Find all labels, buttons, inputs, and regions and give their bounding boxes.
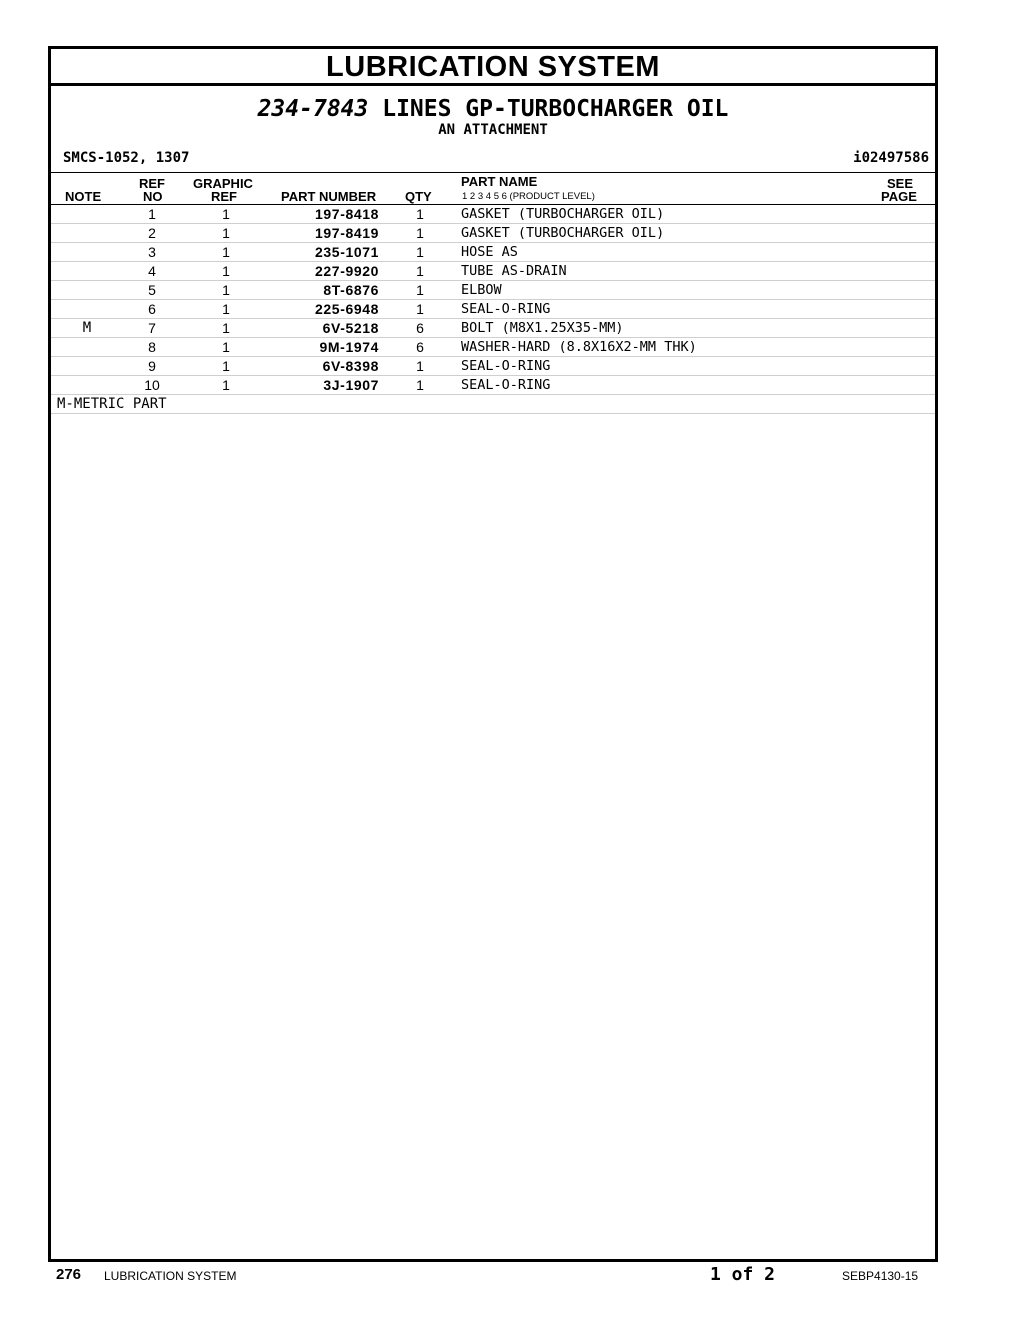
row-part-name: ELBOW (461, 282, 502, 298)
row-part-number: 197-8419 (315, 225, 379, 241)
row-ref-no: 4 (148, 263, 156, 279)
col-see-header-top: SEE (887, 176, 914, 191)
row-graphic-ref: 1 (222, 358, 230, 374)
row-graphic-ref: 1 (222, 320, 230, 336)
row-part-name: SEAL-O-RING (461, 358, 551, 374)
row-ref-no: 5 (148, 282, 156, 298)
row-part-name: HOSE AS (461, 244, 518, 260)
row-ref-no: 3 (148, 244, 156, 260)
col-ref-header-bottom: NO (143, 189, 163, 204)
table-row (51, 338, 935, 357)
row-ref-no: 9 (148, 358, 156, 374)
row-graphic-ref: 1 (222, 244, 230, 260)
row-part-name: SEAL-O-RING (461, 301, 551, 317)
table-row (51, 357, 935, 376)
col-part-name-header: PART NAME (461, 174, 538, 189)
col-qty-header: QTY (405, 189, 432, 204)
group-heading (51, 96, 935, 122)
row-part-number: 235-1071 (315, 244, 379, 260)
col-graphic-header-bottom: REF (211, 189, 237, 204)
row-qty: 1 (416, 206, 424, 222)
row-part-number: 9M-1974 (319, 339, 379, 355)
parts-table-body (51, 205, 935, 414)
group-number: 234-7843 (257, 96, 369, 122)
row-part-name: BOLT (M8X1.25X35-MM) (461, 320, 624, 336)
row-part-number: 227-9920 (315, 263, 379, 279)
row-qty: 6 (416, 320, 424, 336)
row-part-number: 6V-5218 (322, 320, 379, 336)
sheet-indicator: 1 of 2 (710, 1264, 776, 1285)
table-row (51, 224, 935, 243)
col-part-number-header: PART NUMBER (281, 189, 377, 204)
row-graphic-ref: 1 (222, 282, 230, 298)
row-ref-no: 6 (148, 301, 156, 317)
col-ref-header-top: REF (139, 176, 165, 191)
table-row (51, 205, 935, 224)
section-title: LUBRICATION SYSTEM (51, 49, 935, 86)
row-part-number: 3J-1907 (323, 377, 379, 393)
row-qty: 1 (416, 301, 424, 317)
row-part-name: WASHER-HARD (8.8X16X2-MM THK) (461, 339, 697, 355)
group-subtitle: AN ATTACHMENT (438, 122, 548, 138)
document-id: SEBP4130-15 (842, 1269, 919, 1283)
row-qty: 1 (416, 377, 424, 393)
row-qty: 1 (416, 358, 424, 374)
row-graphic-ref: 1 (222, 339, 230, 355)
row-qty: 1 (416, 225, 424, 241)
footnote-row (51, 395, 935, 414)
col-note-header: NOTE (65, 189, 102, 204)
row-graphic-ref: 1 (222, 206, 230, 222)
smcs-code: SMCS-1052, 1307 (63, 150, 190, 166)
page-footer (0, 1266, 1020, 1286)
col-graphic-header-top: GRAPHIC (193, 176, 253, 191)
table-header (51, 173, 935, 205)
table-row (51, 376, 935, 395)
row-graphic-ref: 1 (222, 263, 230, 279)
col-see-header-bottom: PAGE (881, 189, 917, 204)
row-part-number: 197-8418 (315, 206, 379, 222)
smcs-row (51, 146, 935, 173)
row-ref-no: 2 (148, 225, 156, 241)
table-row (51, 319, 935, 338)
row-ref-no: 1 (148, 206, 156, 222)
row-qty: 1 (416, 244, 424, 260)
page-number: 276 (56, 1266, 82, 1283)
row-part-name: GASKET (TURBOCHARGER OIL) (461, 225, 665, 241)
group-name: LINES GP-TURBOCHARGER OIL (382, 96, 729, 122)
row-qty: 1 (416, 263, 424, 279)
row-ref-no: 7 (148, 320, 156, 336)
row-note: M (82, 320, 92, 336)
row-qty: 1 (416, 282, 424, 298)
row-part-number: 6V-8398 (322, 358, 379, 374)
parts-page-frame (48, 46, 938, 1262)
table-row (51, 300, 935, 319)
illustration-id: i02497586 (853, 150, 929, 166)
table-row (51, 262, 935, 281)
metric-part-footnote: M-METRIC PART (57, 396, 167, 412)
row-ref-no: 10 (144, 377, 160, 393)
row-ref-no: 8 (148, 339, 156, 355)
footer-section-name: LUBRICATION SYSTEM (104, 1269, 237, 1283)
row-part-name: SEAL-O-RING (461, 377, 551, 393)
row-graphic-ref: 1 (222, 225, 230, 241)
row-graphic-ref: 1 (222, 377, 230, 393)
row-part-number: 225-6948 (315, 301, 379, 317)
product-level-header: 1 2 3 4 5 6 (PRODUCT LEVEL) (462, 191, 595, 202)
row-part-number: 8T-6876 (323, 282, 379, 298)
table-row (51, 243, 935, 262)
row-part-name: TUBE AS-DRAIN (461, 263, 567, 279)
row-graphic-ref: 1 (222, 301, 230, 317)
row-part-name: GASKET (TURBOCHARGER OIL) (461, 206, 665, 222)
row-qty: 6 (416, 339, 424, 355)
table-row (51, 281, 935, 300)
